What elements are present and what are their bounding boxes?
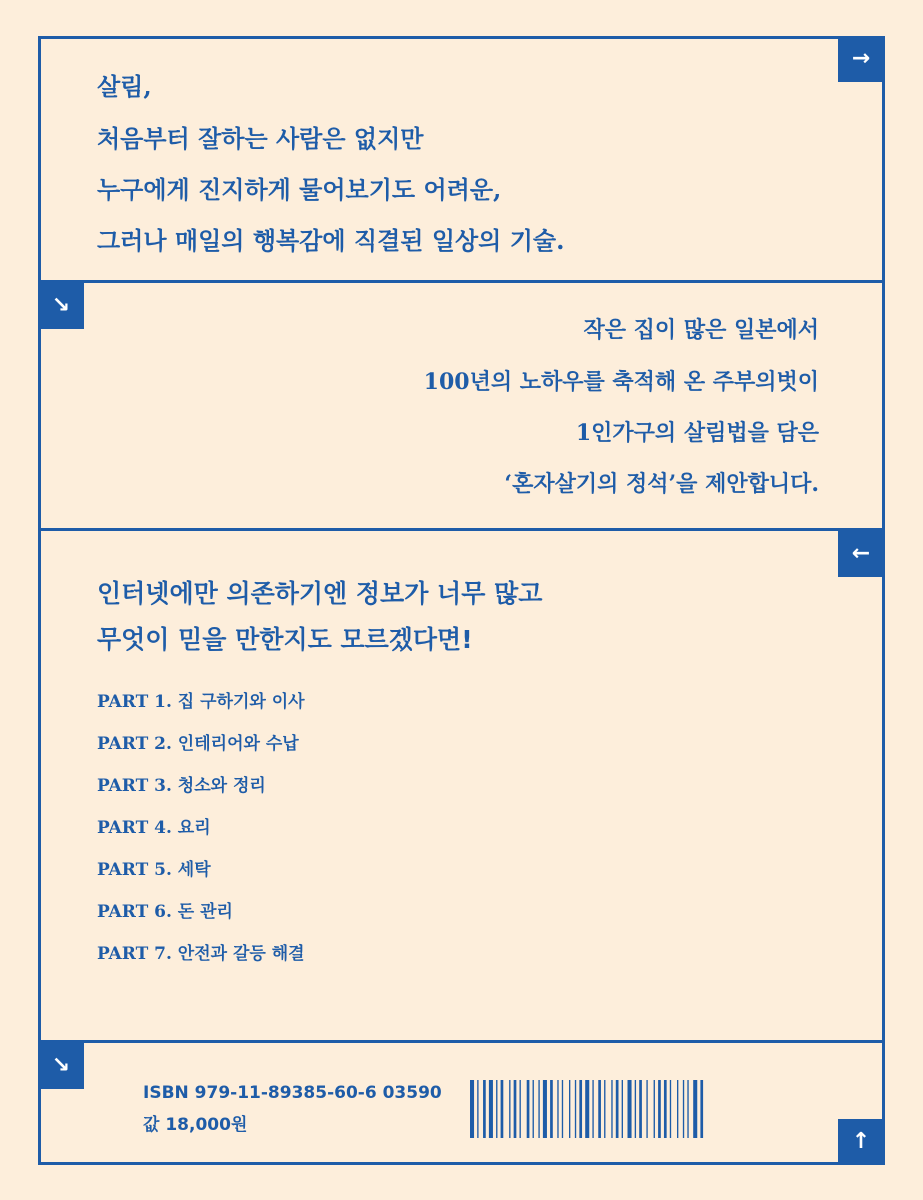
description-line: 100년의 노하우를 축적해 온 주부의벗이 <box>423 369 819 395</box>
section-divider <box>38 528 885 531</box>
barcode-bar <box>470 1080 474 1138</box>
arrow-left-icon: ← <box>838 531 884 577</box>
barcode-bar <box>579 1080 582 1138</box>
contents-item: PART 4. 요리 <box>97 818 211 838</box>
barcode-bar <box>616 1080 619 1138</box>
headline-line: 무엇이 믿을 만한지도 모르겠다면! <box>97 625 473 654</box>
barcode-bar <box>550 1080 553 1138</box>
barcode-bar <box>700 1080 703 1138</box>
barcode-bar <box>585 1080 589 1138</box>
barcode-bar <box>569 1080 570 1138</box>
barcode-bar <box>489 1080 493 1138</box>
intro-line: 누구에게 진지하게 물어보기도 어려운, <box>97 175 502 204</box>
arrow-down-right-icon: ↘ <box>38 1043 84 1089</box>
intro-line: 그러나 매일의 행복감에 직결된 일상의 기술. <box>97 226 565 255</box>
barcode-bar <box>483 1080 486 1138</box>
headline-line: 인터넷에만 의존하기엔 정보가 너무 많고 <box>97 579 543 608</box>
barcode-bar <box>628 1080 632 1138</box>
barcode-bar <box>496 1080 497 1138</box>
section-divider <box>38 280 885 283</box>
barcode-bar <box>693 1080 697 1138</box>
barcode-bar <box>514 1080 517 1138</box>
contents-item: PART 2. 인테리어와 수납 <box>97 734 299 754</box>
arrow-right-icon: → <box>838 36 884 82</box>
contents-item: PART 7. 안전과 갈등 해결 <box>97 944 305 964</box>
contents-item: PART 3. 청소와 정리 <box>97 776 266 796</box>
barcode <box>470 1080 778 1138</box>
barcode-bar <box>520 1080 521 1138</box>
barcode-bar <box>575 1080 576 1138</box>
barcode-bar <box>509 1080 510 1138</box>
isbn-text: ISBN 979-11-89385-60-6 03590 <box>143 1083 442 1103</box>
barcode-bar <box>527 1080 530 1138</box>
barcode-bar <box>646 1080 647 1138</box>
barcode-bar <box>562 1080 563 1138</box>
barcode-bar <box>622 1080 623 1138</box>
barcode-bar <box>654 1080 655 1138</box>
section-divider <box>38 1040 885 1043</box>
barcode-bar <box>611 1080 612 1138</box>
barcode-bar <box>658 1080 661 1138</box>
intro-line: 처음부터 잘하는 사람은 없지만 <box>97 124 424 153</box>
barcode-bar <box>604 1080 605 1138</box>
arrow-up-icon: ↑ <box>838 1119 884 1165</box>
barcode-bar <box>683 1080 684 1138</box>
arrow-down-right-icon: ↘ <box>38 283 84 329</box>
barcode-bar <box>598 1080 601 1138</box>
barcode-bar <box>687 1080 688 1138</box>
contents-item: PART 6. 돈 관리 <box>97 902 233 922</box>
barcode-bar <box>538 1080 539 1138</box>
barcode-bar <box>557 1080 558 1138</box>
contents-item: PART 1. 집 구하기와 이사 <box>97 692 305 712</box>
barcode-bar <box>670 1080 671 1138</box>
description-line: ‘혼자살기의 정석’을 제안합니다. <box>504 471 819 497</box>
price-text: 값 18,000원 <box>143 1115 248 1135</box>
barcode-bar <box>477 1080 478 1138</box>
description-line: 1인가구의 살림법을 담은 <box>575 420 819 446</box>
barcode-bar <box>639 1080 642 1138</box>
barcode-bar <box>664 1080 667 1138</box>
barcode-bar <box>592 1080 593 1138</box>
barcode-bar <box>533 1080 534 1138</box>
contents-item: PART 5. 세탁 <box>97 860 211 880</box>
barcode-bar <box>635 1080 636 1138</box>
intro-line: 살림, <box>97 72 152 101</box>
description-line: 작은 집이 많은 일본에서 <box>583 317 819 343</box>
barcode-bar <box>501 1080 504 1138</box>
barcode-bar <box>543 1080 547 1138</box>
barcode-bar <box>677 1080 678 1138</box>
